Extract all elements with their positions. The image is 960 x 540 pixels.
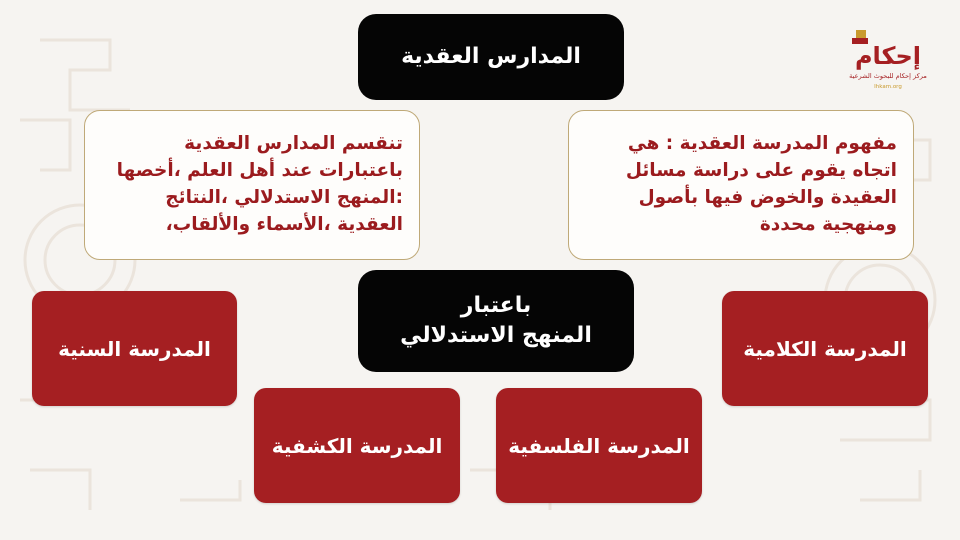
- school-kashfi-label: المدرسة الكشفية: [271, 433, 443, 458]
- basis-line1: باعتبار: [460, 293, 532, 319]
- diagram-title: المدارس العقدية: [401, 44, 581, 70]
- school-kalam-box: [722, 291, 928, 406]
- school-kashfi-box: [254, 388, 460, 503]
- basis-line2: المنهج الاستدلالي: [400, 323, 592, 348]
- ihkam-logo: [848, 24, 930, 94]
- logo-subtitle: مركز إحكام للبحوث الشرعية: [849, 72, 927, 80]
- definition-box: [568, 110, 914, 260]
- school-sunni-box: [32, 291, 237, 406]
- logo-tagline: Ihkam.org: [874, 84, 902, 90]
- school-sunni-label: المدرسة السنية: [58, 336, 211, 361]
- school-falsafi-label: المدرسة الفلسفية: [508, 433, 690, 458]
- logo-roof-mark: [856, 30, 866, 38]
- title-box: [358, 14, 624, 100]
- definition-text: مفهوم المدرسة العقدية : هي اتجاه يقوم على دراسة مسائل العقيدة والخوض فيها بأصول ومنهجية محددة: [625, 133, 897, 235]
- division-box: [84, 110, 420, 260]
- logo-mark: إحكام: [854, 42, 922, 70]
- school-kalam-label: المدرسة الكلامية: [743, 336, 907, 361]
- school-falsafi-box: [496, 388, 702, 503]
- basis-box: [358, 270, 634, 372]
- division-text: تنقسم المدارس العقدية باعتبارات عند أهل العلم ،أخصها :المنهج الاستدلالي ،النتائج العقدية ،الأسماء والألقاب،: [116, 133, 403, 235]
